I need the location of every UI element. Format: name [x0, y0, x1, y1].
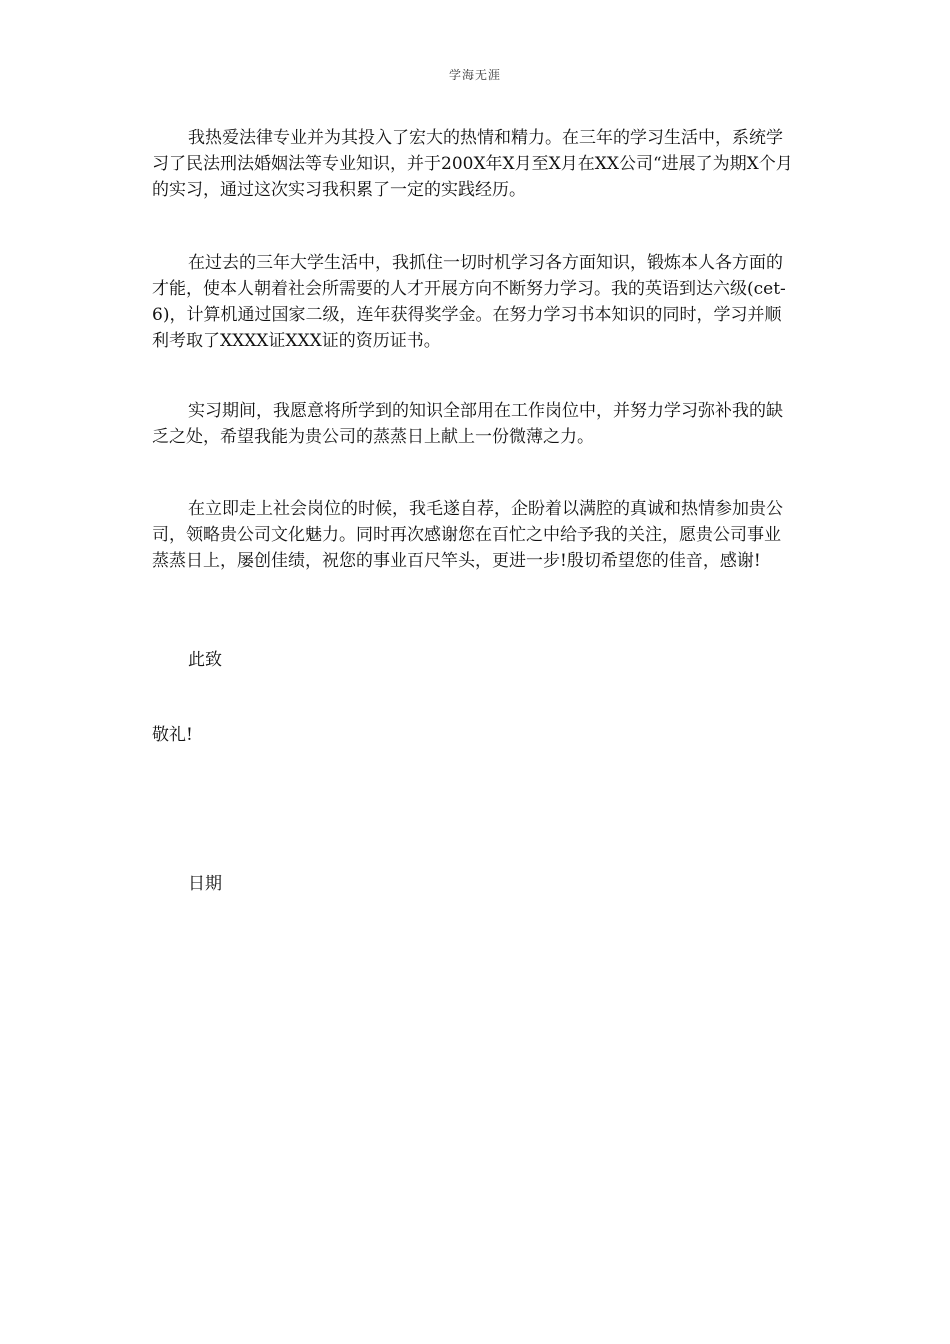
- paragraph-3: [152, 398, 797, 450]
- paragraph-4: [152, 496, 797, 574]
- paragraph-text: 在过去的三年大学生活中，我抓住一切时机学习各方面知识，锻炼本人各方面的才能，使本人朝着社会所需要的人才开展方向不断努力学习。我的英语到达六级(cet-6)，计算机通过国家二级，连年获得奖学金。在努力学习书本知识的同时，学习并顺利考取了XXXX证XXX证的资历证书。: [152, 253, 786, 351]
- closing-phrase: 此致: [188, 650, 222, 670]
- date-label: 日期: [188, 874, 222, 894]
- paragraph-text: 我热爱法律专业并为其投入了宏大的热情和精力。在三年的学习生活中，系统学习了民法刑法婚姻法等专业知识，并于200X年X月至X月在XX公司“进展了为期X个月的实习，通过这次实习我积累了一定的实践经历。: [152, 128, 793, 200]
- salutation: 敬礼!: [152, 725, 193, 745]
- paragraph-2: [152, 250, 797, 354]
- page-header: 学海无涯: [448, 68, 501, 82]
- paragraph-text: 在立即走上社会岗位的时候，我毛遂自荐，企盼着以满腔的真诚和热情参加贵公司，领略贵公司文化魅力。同时再次感谢您在百忙之中给予我的关注，愿贵公司事业蒸蒸日上，屡创佳绩，祝您的事业百尺竿头，更进一步!殷切希望您的佳音，感谢!: [152, 499, 783, 571]
- paragraph-text: 实习期间，我愿意将所学到的知识全部用在工作岗位中，并努力学习弥补我的缺乏之处，希望我能为贵公司的蒸蒸日上献上一份微薄之力。: [152, 401, 783, 447]
- paragraph-1: [152, 125, 797, 203]
